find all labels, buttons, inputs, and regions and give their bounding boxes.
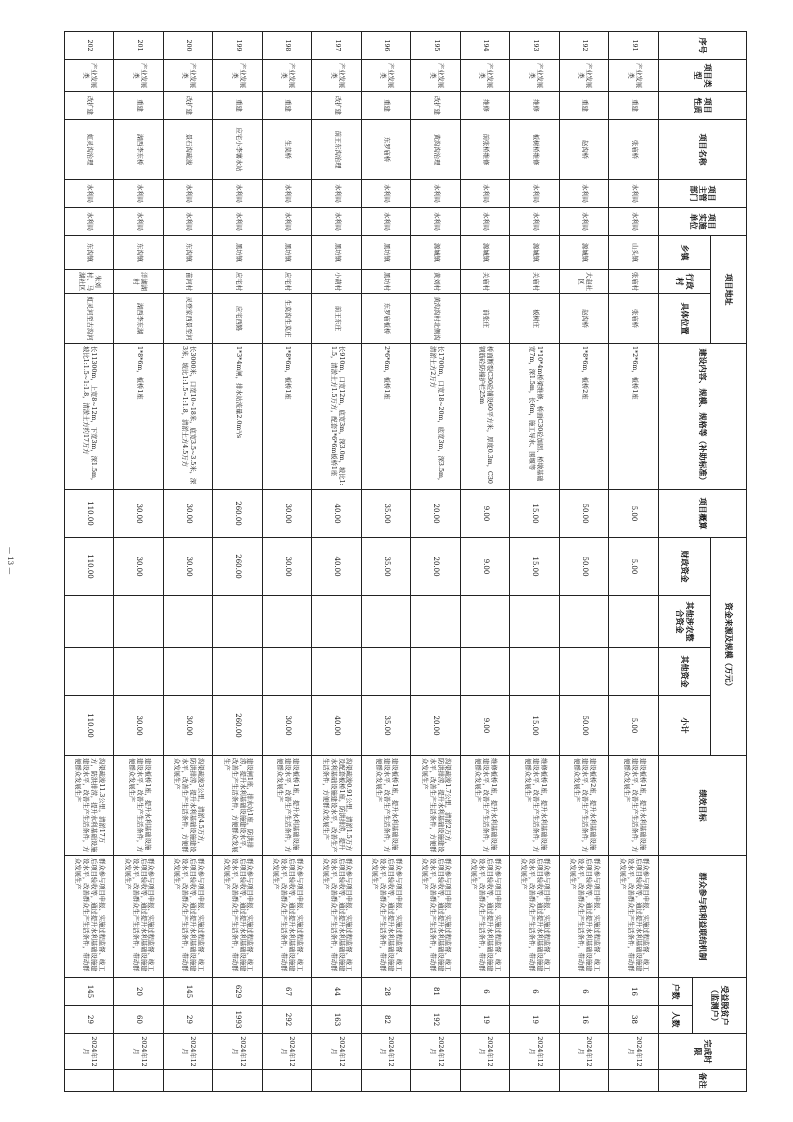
cell-category: 产业发展类 bbox=[163, 60, 213, 92]
cell-location: 生莫沟生莫庄 bbox=[262, 294, 312, 344]
cell-town: 山头镇 bbox=[609, 236, 659, 270]
cell-town: 黑坊镇 bbox=[262, 236, 312, 270]
cell-unit: 水利局 bbox=[510, 208, 560, 236]
header-subtotal: 小计 bbox=[658, 696, 710, 756]
cell-other-agri bbox=[361, 596, 411, 648]
cell-content: 1*2*6m，板桥1座 bbox=[609, 344, 659, 490]
cell-town: 东沟镇 bbox=[163, 236, 213, 270]
table-row bbox=[312, 32, 362, 1092]
cell-note bbox=[559, 1070, 609, 1092]
cell-name: 张庙桥 bbox=[609, 120, 659, 180]
cell-self bbox=[163, 648, 213, 696]
table-row bbox=[460, 32, 510, 1092]
cell-name: 黄沟沟治理 bbox=[411, 120, 461, 180]
table-row bbox=[609, 32, 659, 1092]
cell-total: 50.00 bbox=[559, 490, 609, 538]
cell-unit: 水利局 bbox=[64, 208, 114, 236]
header-self: 其他资金 bbox=[658, 648, 710, 696]
cell-total: 5.00 bbox=[609, 490, 659, 538]
cell-note bbox=[213, 1070, 263, 1092]
cell-village: 黑坊村 bbox=[361, 270, 411, 294]
table-body bbox=[64, 32, 658, 1092]
cell-subtotal: 15.00 bbox=[510, 696, 560, 756]
cell-note bbox=[64, 1070, 114, 1092]
cell-name: 赵沟桥 bbox=[559, 120, 609, 180]
cell-subtotal: 30.00 bbox=[262, 696, 312, 756]
project-table-sheet bbox=[47, 31, 747, 1091]
cell-households: 81 bbox=[411, 978, 461, 1006]
cell-seq: 195 bbox=[411, 32, 461, 60]
cell-total: 9.00 bbox=[460, 490, 510, 538]
cell-people: 192 bbox=[411, 1006, 461, 1034]
cell-performance: 建设板桥2座，提升水利基础设施建设水平，改善生产生活条件，方便群众发展生产 bbox=[559, 756, 609, 856]
header-category: 项目类型 bbox=[658, 60, 746, 92]
cell-mechanism: 群众参与项目申报、实施过程监督、竣工后项目验收等，通过提升水利基础设施建设水平，改善群众生产生活条件，带动群众发展生产 bbox=[163, 856, 213, 978]
cell-village: 苗河村 bbox=[163, 270, 213, 294]
cell-mechanism: 群众参与项目申报、实施过程监督、竣工后项目验收等，通过提升水利基础设施建设水平，改善群众生产生活条件，带动群众发展生产 bbox=[411, 856, 461, 978]
cell-mechanism: 群众参与项目申报、实施过程监督、竣工后项目验收等，通过提升水利基础设施建设水平，改善群众生产生活条件，带动群众发展生产 bbox=[262, 856, 312, 978]
cell-seq: 193 bbox=[510, 32, 560, 60]
cell-people: 16 bbox=[559, 1006, 609, 1034]
project-table bbox=[64, 31, 747, 1092]
cell-other-agri bbox=[559, 596, 609, 648]
cell-mechanism: 群众参与项目申报、实施过程监督、竣工后项目验收等，通过提升水利基础设施建设水平，改善群众生产生活条件，带动群众发展生产 bbox=[64, 856, 114, 978]
header-fin: 财政资金 bbox=[658, 538, 710, 596]
header-time: 完成时限 bbox=[658, 1034, 746, 1070]
cell-time: 2024年12月 bbox=[609, 1034, 659, 1070]
cell-village: 关庙村 bbox=[510, 270, 560, 294]
cell-total: 30.00 bbox=[163, 490, 213, 538]
cell-performance: 沟渠疏浚1.7公里，清淤2万方，防洪排涝，提升水利基础设施建设水平，改善生产生活条件，方便群众发展生产 bbox=[411, 756, 461, 856]
cell-subtotal: 40.00 bbox=[312, 696, 362, 756]
cell-town: 黑坊镇 bbox=[312, 236, 362, 270]
cell-dept: 水利局 bbox=[262, 180, 312, 208]
cell-other-agri bbox=[64, 596, 114, 648]
cell-location: 应宅西路 bbox=[213, 294, 263, 344]
cell-households: 6 bbox=[510, 978, 560, 1006]
cell-nature: 重建 bbox=[361, 92, 411, 120]
header-people: 人数 bbox=[658, 1006, 692, 1034]
cell-subtotal: 110.00 bbox=[64, 696, 114, 756]
cell-total: 110.00 bbox=[64, 490, 114, 538]
cell-location: 前张庄 bbox=[460, 294, 510, 344]
cell-self bbox=[609, 648, 659, 696]
cell-content: 长11300m，上宽8~12m，下宽3m，深1.5m，坡比1:1.5~1:1.8，清淤土方约17万方 bbox=[64, 344, 114, 490]
header-performance: 绩效目标 bbox=[658, 756, 746, 856]
table-row bbox=[163, 32, 213, 1092]
header-other-agri: 其他涉农整合资金 bbox=[658, 596, 710, 648]
cell-self bbox=[411, 648, 461, 696]
cell-subtotal: 35.00 bbox=[361, 696, 411, 756]
cell-performance: 维修板桥1座，提升水利基础设施建设水平，改善生产生活条件，方便群众发展生产 bbox=[460, 756, 510, 856]
cell-people: 19 bbox=[460, 1006, 510, 1034]
cell-location: 灵登家西景至河 bbox=[163, 294, 213, 344]
cell-town: 源城镇 bbox=[460, 236, 510, 270]
cell-households: 20 bbox=[114, 978, 164, 1006]
cell-seq: 198 bbox=[262, 32, 312, 60]
cell-households: 28 bbox=[361, 978, 411, 1006]
cell-category: 产业发展类 bbox=[510, 60, 560, 92]
cell-name: 湖西李东桥 bbox=[114, 120, 164, 180]
cell-performance: 沟渠疏浚3公里，清淤4.5万方，防洪排涝，提升水利基础设施建设水平，改善生产生活条件，方便群众发展生产 bbox=[163, 756, 213, 856]
header-households: 户数 bbox=[658, 978, 692, 1006]
cell-village: 应宅村 bbox=[213, 270, 263, 294]
cell-content: 1*8*6m，板桥2座 bbox=[559, 344, 609, 490]
cell-seq: 196 bbox=[361, 32, 411, 60]
cell-unit: 水利局 bbox=[312, 208, 362, 236]
cell-nature: 改扩建 bbox=[163, 92, 213, 120]
header-beneficiary-group: 受益脱贫户（监测户） bbox=[692, 978, 746, 1034]
cell-households: 16 bbox=[609, 978, 659, 1006]
cell-note bbox=[411, 1070, 461, 1092]
cell-unit: 水利局 bbox=[163, 208, 213, 236]
cell-location: 板树庄 bbox=[510, 294, 560, 344]
cell-fin: 30.00 bbox=[163, 538, 213, 596]
cell-self bbox=[213, 648, 263, 696]
cell-fin: 20.00 bbox=[411, 538, 461, 596]
cell-seq: 197 bbox=[312, 32, 362, 60]
header-name: 项目名称 bbox=[658, 120, 746, 180]
cell-people: 292 bbox=[262, 1006, 312, 1034]
cell-subtotal: 260.00 bbox=[213, 696, 263, 756]
cell-people: 82 bbox=[361, 1006, 411, 1034]
cell-content: 1*10*4m桥梁维修，桥面C30砼加固、桥墩基础宽7m，深1.5m，长6m，施工导水、围堰等 bbox=[510, 344, 560, 490]
cell-fin: 30.00 bbox=[114, 538, 164, 596]
table-row bbox=[559, 32, 609, 1092]
cell-category: 产业发展类 bbox=[262, 60, 312, 92]
header-location: 具体位置 bbox=[658, 294, 710, 344]
cell-nature: 重建 bbox=[559, 92, 609, 120]
header-dept: 项目主管部门 bbox=[658, 180, 746, 208]
cell-location: 前王东庄 bbox=[312, 294, 362, 344]
cell-nature: 重建 bbox=[609, 92, 659, 120]
cell-self bbox=[114, 648, 164, 696]
cell-category: 产业发展类 bbox=[312, 60, 362, 92]
cell-fin: 9.00 bbox=[460, 538, 510, 596]
table-header bbox=[658, 32, 746, 1092]
cell-total: 40.00 bbox=[312, 490, 362, 538]
cell-fin: 40.00 bbox=[312, 538, 362, 596]
page-number: — 13 — bbox=[6, 547, 14, 575]
cell-note bbox=[163, 1070, 213, 1092]
cell-category: 产业发展类 bbox=[114, 60, 164, 92]
cell-location: 黄沟沟村北侧沟 bbox=[411, 294, 461, 344]
cell-nature: 维修 bbox=[460, 92, 510, 120]
cell-time: 2024年12月 bbox=[213, 1034, 263, 1070]
cell-other-agri bbox=[163, 596, 213, 648]
cell-other-agri bbox=[510, 596, 560, 648]
cell-content: 长3000米，口宽10~18米，底宽3.5~3.5米，深3米，坡比1:1.5~1:1.8，清淤土方4.5万方 bbox=[163, 344, 213, 490]
header-nature: 项目性质 bbox=[658, 92, 746, 120]
cell-self bbox=[559, 648, 609, 696]
cell-time: 2024年12月 bbox=[114, 1034, 164, 1070]
cell-performance: 建设板桥1座，提升水利基础设施建设水平，改善生产生活条件，方便群众发展生产 bbox=[361, 756, 411, 856]
cell-performance: 建设闸1座，排水站1座，防洪排涝，提升水利基础设施建设水平，改善生产生活条件，方便群众发展生产 bbox=[213, 756, 263, 856]
cell-subtotal: 30.00 bbox=[114, 696, 164, 756]
header-content: 建设内容、规模、规格等（补助标准） bbox=[658, 344, 746, 490]
cell-households: 44 bbox=[312, 978, 362, 1006]
cell-mechanism: 群众参与项目申报、实施过程监督、竣工后项目验收等，通过提升水利基础设施建设水平，改善群众生产生活条件，带动群众发展生产 bbox=[213, 856, 263, 978]
cell-other-agri bbox=[609, 596, 659, 648]
cell-fin: 35.00 bbox=[361, 538, 411, 596]
cell-nature: 改扩建 bbox=[411, 92, 461, 120]
cell-people: 29 bbox=[163, 1006, 213, 1034]
cell-content: 长910m，口宽12m，底宽3m，深3.0m，坡比1:1.5，清淤土方1.5万方，配套1*6*6m板桥1座 bbox=[312, 344, 362, 490]
cell-note bbox=[609, 1070, 659, 1092]
cell-town: 东沟镇 bbox=[64, 236, 114, 270]
cell-nature: 重建 bbox=[262, 92, 312, 120]
cell-dept: 水利局 bbox=[114, 180, 164, 208]
cell-content: 2*6*6m，板桥1座 bbox=[361, 344, 411, 490]
cell-content: 长1700m，口宽18~20m，底宽3m，深3.5m，清淤土方2万方 bbox=[411, 344, 461, 490]
cell-other-agri bbox=[460, 596, 510, 648]
cell-mechanism: 群众参与项目申报、实施过程监督、竣工后项目验收等，通过提升水利基础设施建设水平，改善群众生产生活条件，带动群众发展生产 bbox=[114, 856, 164, 978]
cell-unit: 水利局 bbox=[262, 208, 312, 236]
cell-content: 1*8*6m，板桥1座 bbox=[262, 344, 312, 490]
cell-location: 赵沟桥 bbox=[559, 294, 609, 344]
table-row bbox=[64, 32, 114, 1092]
header-note: 备注 bbox=[658, 1070, 746, 1092]
cell-name: 虹灵沟治理 bbox=[64, 120, 114, 180]
cell-note bbox=[262, 1070, 312, 1092]
cell-content: 1*3*4m闸，排水站流量2.0m³/s bbox=[213, 344, 263, 490]
cell-people: 29 bbox=[64, 1006, 114, 1034]
cell-total: 35.00 bbox=[361, 490, 411, 538]
cell-note bbox=[510, 1070, 560, 1092]
cell-location: 东罗庙板桥 bbox=[361, 294, 411, 344]
cell-dept: 水利局 bbox=[213, 180, 263, 208]
cell-households: 629 bbox=[213, 978, 263, 1006]
cell-village: 张庙村 bbox=[609, 270, 659, 294]
cell-unit: 水利局 bbox=[213, 208, 263, 236]
cell-performance: 建设板桥1座，提升水利基础设施建设水平，改善生产生活条件，方便群众发展生产 bbox=[262, 756, 312, 856]
cell-content: 1*8*6m，板桥1座 bbox=[114, 344, 164, 490]
cell-subtotal: 20.00 bbox=[411, 696, 461, 756]
cell-category: 产业发展类 bbox=[64, 60, 114, 92]
cell-dept: 水利局 bbox=[64, 180, 114, 208]
cell-seq: 202 bbox=[64, 32, 114, 60]
header-unit: 项目实施单位 bbox=[658, 208, 746, 236]
cell-unit: 水利局 bbox=[411, 208, 461, 236]
cell-self bbox=[312, 648, 362, 696]
cell-self bbox=[64, 648, 114, 696]
cell-unit: 水利局 bbox=[361, 208, 411, 236]
cell-seq: 191 bbox=[609, 32, 659, 60]
cell-time: 2024年12月 bbox=[64, 1034, 114, 1070]
cell-name: 景石沟疏浚 bbox=[163, 120, 213, 180]
cell-name: 板树桥维修 bbox=[510, 120, 560, 180]
cell-households: 145 bbox=[163, 978, 213, 1006]
cell-name: 东罗庙桥 bbox=[361, 120, 411, 180]
cell-town: 源城镇 bbox=[510, 236, 560, 270]
cell-people: 19 bbox=[510, 1006, 560, 1034]
cell-note bbox=[312, 1070, 362, 1092]
cell-dept: 水利局 bbox=[460, 180, 510, 208]
cell-other-agri bbox=[114, 596, 164, 648]
table-row bbox=[262, 32, 312, 1092]
cell-households: 67 bbox=[262, 978, 312, 1006]
cell-location: 湖西李东湖 bbox=[114, 294, 164, 344]
cell-people: 60 bbox=[114, 1006, 164, 1034]
cell-seq: 201 bbox=[114, 32, 164, 60]
cell-location: 张庙桥 bbox=[609, 294, 659, 344]
header-seq: 序号 bbox=[658, 32, 746, 60]
cell-performance: 建设板桥1座，提升水利基础设施建设水平，改善生产生活条件，方便群众发展生产 bbox=[609, 756, 659, 856]
cell-time: 2024年12月 bbox=[460, 1034, 510, 1070]
cell-people: 163 bbox=[312, 1006, 362, 1034]
cell-dept: 水利局 bbox=[411, 180, 461, 208]
cell-time: 2024年12月 bbox=[411, 1034, 461, 1070]
cell-total: 20.00 bbox=[411, 490, 461, 538]
cell-category: 产业发展类 bbox=[609, 60, 659, 92]
table-row bbox=[114, 32, 164, 1092]
cell-total: 260.00 bbox=[213, 490, 263, 538]
cell-time: 2024年12月 bbox=[559, 1034, 609, 1070]
cell-total: 15.00 bbox=[510, 490, 560, 538]
cell-dept: 水利局 bbox=[163, 180, 213, 208]
cell-unit: 水利局 bbox=[609, 208, 659, 236]
cell-mechanism: 群众参与项目申报、实施过程监督、竣工后项目验收等，通过提升水利基础设施建设水平，改善群众生产生活条件，带动群众发展生产 bbox=[609, 856, 659, 978]
cell-self bbox=[361, 648, 411, 696]
header-funds-group: 资金来源及规模（万元） bbox=[710, 538, 746, 756]
cell-seq: 199 bbox=[213, 32, 263, 60]
cell-category: 产业发展类 bbox=[213, 60, 263, 92]
header-location-group: 项目地址 bbox=[710, 236, 746, 344]
cell-note bbox=[460, 1070, 510, 1092]
cell-village: 应宅村 bbox=[262, 270, 312, 294]
cell-note bbox=[114, 1070, 164, 1092]
cell-self bbox=[262, 648, 312, 696]
cell-subtotal: 9.00 bbox=[460, 696, 510, 756]
cell-name: 应宅小李薯水站 bbox=[213, 120, 263, 180]
cell-town: 东沟镇 bbox=[114, 236, 164, 270]
cell-content: 桥面断裂C30砼铺设60平方米，厚度0.3m，C30钢筋砼防撞护栏25m bbox=[460, 344, 510, 490]
cell-category: 产业发展类 bbox=[411, 60, 461, 92]
cell-category: 产业发展类 bbox=[460, 60, 510, 92]
table-row bbox=[213, 32, 263, 1092]
cell-seq: 194 bbox=[460, 32, 510, 60]
cell-category: 产业发展类 bbox=[361, 60, 411, 92]
cell-subtotal: 30.00 bbox=[163, 696, 213, 756]
cell-name: 生莫桥 bbox=[262, 120, 312, 180]
cell-town: 黑坊镇 bbox=[361, 236, 411, 270]
cell-name: 前张桥维修 bbox=[460, 120, 510, 180]
cell-dept: 水利局 bbox=[312, 180, 362, 208]
cell-fin: 50.00 bbox=[559, 538, 609, 596]
cell-nature: 改扩建 bbox=[312, 92, 362, 120]
cell-fin: 260.00 bbox=[213, 538, 263, 596]
header-town: 乡镇 bbox=[658, 236, 710, 270]
cell-time: 2024年12月 bbox=[510, 1034, 560, 1070]
cell-households: 145 bbox=[64, 978, 114, 1006]
cell-total: 30.00 bbox=[262, 490, 312, 538]
cell-fin: 15.00 bbox=[510, 538, 560, 596]
cell-self bbox=[510, 648, 560, 696]
table-row bbox=[411, 32, 461, 1092]
cell-unit: 水利局 bbox=[559, 208, 609, 236]
cell-mechanism: 群众参与项目申报、实施过程监督、竣工后项目验收等，通过提升水利基础设施建设水平，改善群众生产生活条件，带动群众发展生产 bbox=[361, 856, 411, 978]
cell-unit: 水利局 bbox=[460, 208, 510, 236]
cell-mechanism: 群众参与项目申报、实施过程监督、竣工后项目验收等，通过提升水利基础设施建设水平，改善群众生产生活条件，带动群众发展生产 bbox=[510, 856, 560, 978]
cell-subtotal: 5.00 bbox=[609, 696, 659, 756]
cell-time: 2024年12月 bbox=[312, 1034, 362, 1070]
cell-mechanism: 群众参与项目申报、实施过程监督、竣工后项目验收等，通过提升水利基础设施建设水平，改善群众生产生活条件，带动群众发展生产 bbox=[312, 856, 362, 978]
cell-nature: 改扩建 bbox=[64, 92, 114, 120]
cell-mechanism: 群众参与项目申报、实施过程监督、竣工后项目验收等，通过提升水利基础设施建设水平，改善群众生产生活条件，带动群众发展生产 bbox=[460, 856, 510, 978]
cell-fin: 5.00 bbox=[609, 538, 659, 596]
cell-subtotal: 50.00 bbox=[559, 696, 609, 756]
cell-unit: 水利局 bbox=[114, 208, 164, 236]
cell-name: 前王东沟治理 bbox=[312, 120, 362, 180]
cell-location: 虹灵河至古沟河 bbox=[64, 294, 114, 344]
cell-seq: 200 bbox=[163, 32, 213, 60]
header-mechanism: 群众参与和利益联结机制 bbox=[658, 856, 746, 978]
cell-seq: 192 bbox=[559, 32, 609, 60]
cell-households: 6 bbox=[460, 978, 510, 1006]
cell-nature: 维修 bbox=[510, 92, 560, 120]
header-village: 行政村 bbox=[658, 270, 710, 294]
cell-households: 6 bbox=[559, 978, 609, 1006]
cell-fin: 30.00 bbox=[262, 538, 312, 596]
table-row bbox=[361, 32, 411, 1092]
cell-self bbox=[460, 648, 510, 696]
cell-note bbox=[361, 1070, 411, 1092]
cell-time: 2024年12月 bbox=[361, 1034, 411, 1070]
cell-category: 产业发展类 bbox=[559, 60, 609, 92]
cell-performance: 维修板桥1座，提升水利基础设施建设水平，改善生产生活条件，方便群众发展生产 bbox=[510, 756, 560, 856]
cell-town: 黑坊镇 bbox=[213, 236, 263, 270]
table-row bbox=[510, 32, 560, 1092]
cell-time: 2024年12月 bbox=[163, 1034, 213, 1070]
cell-town: 源城镇 bbox=[559, 236, 609, 270]
cell-dept: 水利局 bbox=[559, 180, 609, 208]
cell-performance: 沟渠疏浚0.91公里，清淤1.5万方及配套板桥1座，防洪排涝，提升水利基础设施建设水平，改善生产生活条件，方便群众发展生产 bbox=[312, 756, 362, 856]
cell-town: 源城镇 bbox=[411, 236, 461, 270]
cell-village: 关庙村 bbox=[460, 270, 510, 294]
cell-village: 大赵社区 bbox=[559, 270, 609, 294]
cell-performance: 建设板桥1座，提升水利基础设施建设水平，改善生产生活条件，方便群众发展生产 bbox=[114, 756, 164, 856]
cell-other-agri bbox=[213, 596, 263, 648]
cell-time: 2024年12月 bbox=[262, 1034, 312, 1070]
cell-other-agri bbox=[312, 596, 362, 648]
cell-total: 30.00 bbox=[114, 490, 164, 538]
header-total: 项目概算 bbox=[658, 490, 746, 538]
cell-other-agri bbox=[411, 596, 461, 648]
cell-village: 洋湖湖村 bbox=[114, 270, 164, 294]
cell-dept: 水利局 bbox=[361, 180, 411, 208]
cell-nature: 重建 bbox=[114, 92, 164, 120]
cell-people: 1993 bbox=[213, 1006, 263, 1034]
cell-village: 朱刘村、马湖社区 bbox=[64, 270, 114, 294]
cell-performance: 沟渠疏浚11.3公里，清淤17万方，防洪排涝，提升水利基础设施建设水平，改善生产生活条件，方便群众发展生产 bbox=[64, 756, 114, 856]
cell-fin: 110.00 bbox=[64, 538, 114, 596]
cell-village: 黄刘村 bbox=[411, 270, 461, 294]
cell-nature: 重建 bbox=[213, 92, 263, 120]
cell-dept: 水利局 bbox=[609, 180, 659, 208]
cell-people: 38 bbox=[609, 1006, 659, 1034]
cell-dept: 水利局 bbox=[510, 180, 560, 208]
cell-mechanism: 群众参与项目申报、实施过程监督、竣工后项目验收等，通过提升水利基础设施建设水平，改善群众生产生活条件，带动群众发展生产 bbox=[559, 856, 609, 978]
cell-other-agri bbox=[262, 596, 312, 648]
cell-village: 小葫村 bbox=[312, 270, 362, 294]
